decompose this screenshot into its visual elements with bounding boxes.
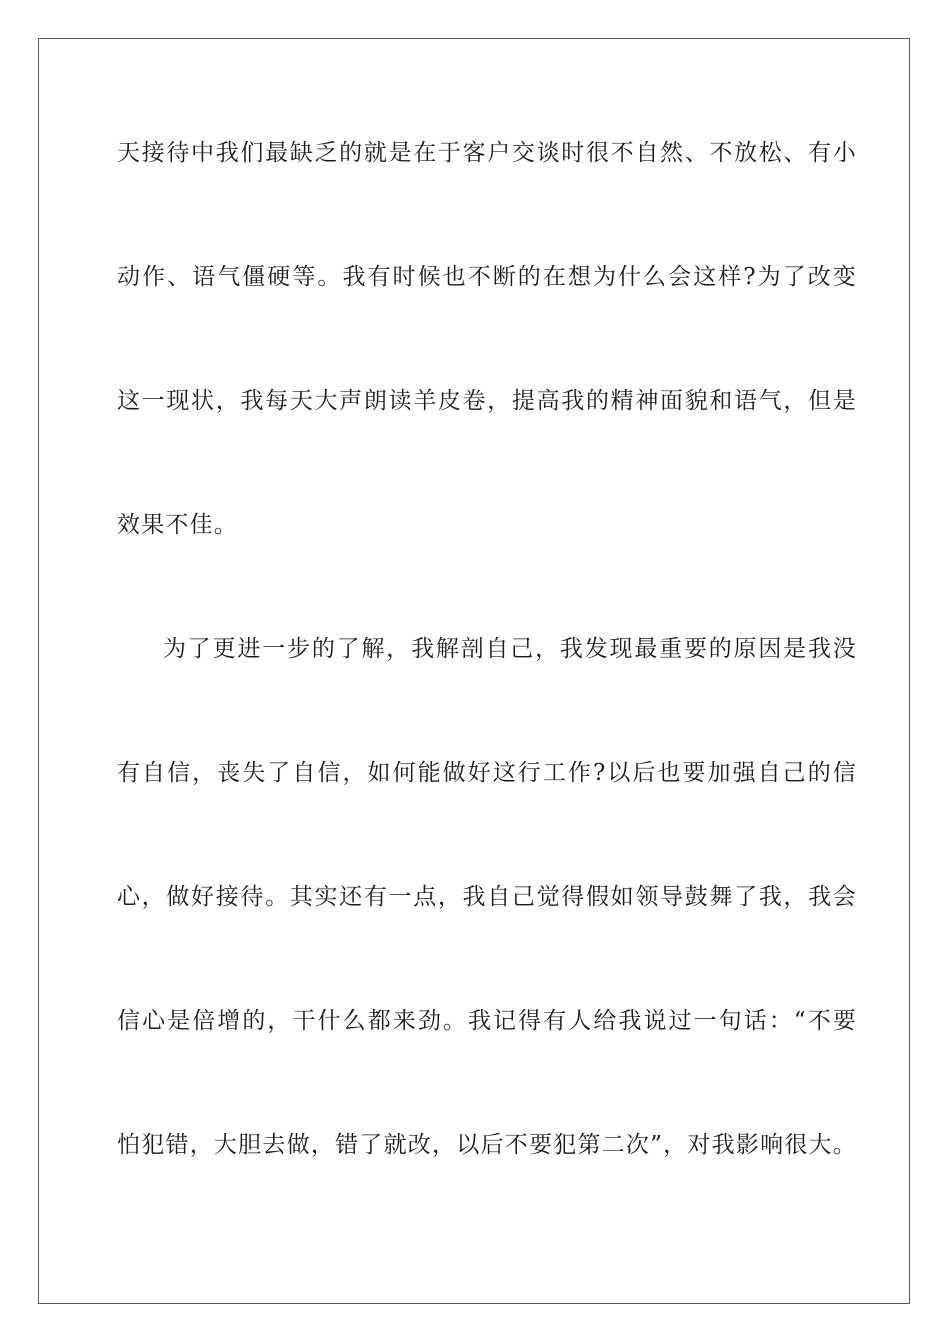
paragraph-line: 效果不佳。	[117, 512, 238, 538]
paragraph-line: 动作、语气僵硬等。我有时候也不断的在想为什么会这样?为了改变	[117, 264, 857, 290]
paragraph-line: 这一现状，我每天大声朗读羊皮卷，提高我的精神面貌和语气，但是	[117, 388, 857, 414]
paragraph-line: 信心是倍增的，干什么都来劲。我记得有人给我说过一句话：“不要	[117, 1008, 857, 1034]
paragraph-line: 怕犯错，大胆去做，错了就改，以后不要犯第二次”，对我影响很大。	[117, 1132, 857, 1158]
page-border	[38, 38, 910, 1304]
paragraph-line: 天接待中我们最缺乏的就是在于客户交谈时很不自然、不放松、有小	[117, 140, 857, 166]
paragraph-line: 有自信，丧失了自信，如何能做好这行工作?以后也要加强自己的信	[117, 760, 857, 786]
paragraph-line: 为了更进一步的了解，我解剖自己，我发现最重要的原因是我没	[163, 636, 857, 662]
paragraph-line: 心，做好接待。其实还有一点，我自己觉得假如领导鼓舞了我，我会	[117, 884, 857, 910]
